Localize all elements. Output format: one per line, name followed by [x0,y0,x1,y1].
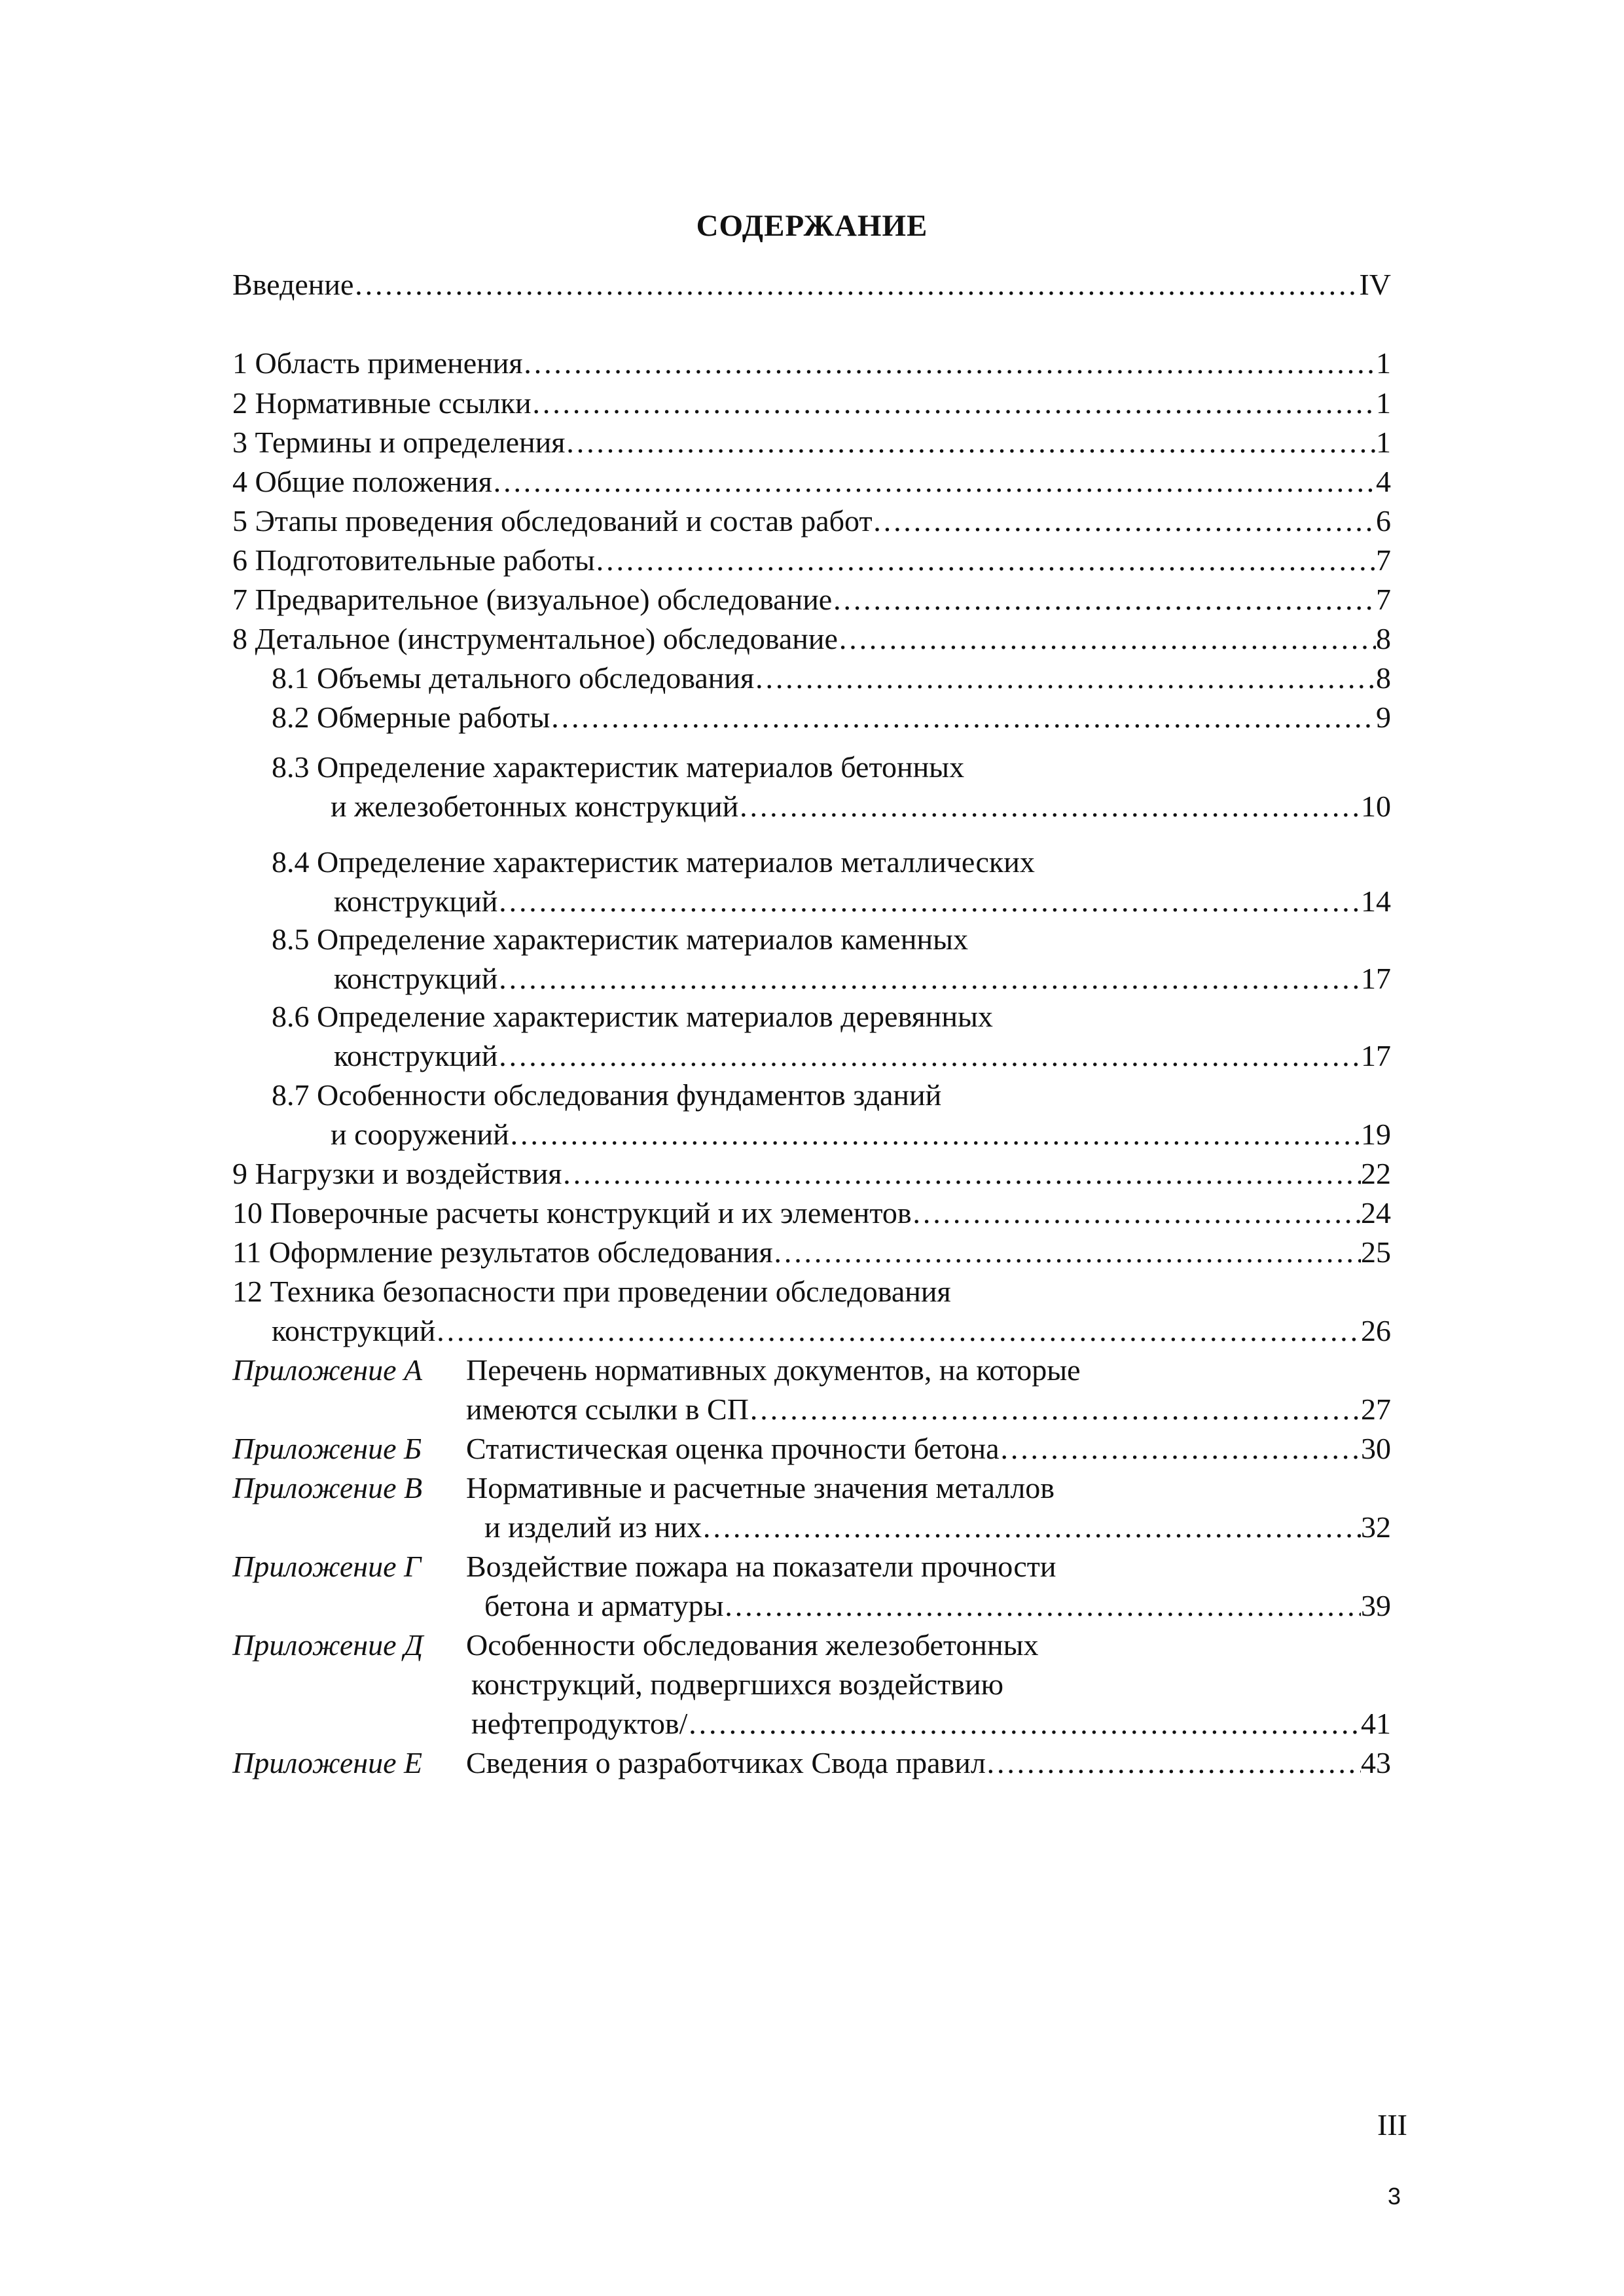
toc-entry-subsection-8-4-line1[interactable]: 8.4 Определение характеристик материалов металлических [272,845,1035,879]
toc-entry-section-3[interactable] [232,423,1391,462]
toc-leader-dots [532,384,1376,423]
appendix-d-line1[interactable]: Особенности обследования железобетонных [466,1628,1039,1662]
toc-entry-label: 10 Поверочные расчеты конструкций и их элементов [232,1196,912,1230]
toc-entry-label: 5 Этапы проведения обследований и состав работ [232,504,873,538]
toc-entry-page: 1 [1376,426,1391,459]
toc-entry-subsection-8-3-line1[interactable]: 8.3 Определение характеристик материалов бетонных [272,750,965,784]
toc-entry-section-2[interactable] [232,384,1391,423]
toc-entry-page: 25 [1361,1235,1391,1269]
toc-entry-label: 8 Детальное (инструментальное) обследование [232,622,838,655]
toc-entry-page: 6 [1376,504,1391,538]
toc-entry-label: конструкций [272,1314,436,1347]
toc-entry-page: 17 [1361,1039,1391,1072]
toc-entry-label: 1 Область применения [232,346,523,380]
toc-entry-label: конструкций [334,962,498,995]
toc-entry-label: конструкций [334,1039,498,1072]
toc-entry-label: и железобетонных конструкций [331,790,739,823]
toc-entry-label: 11 Оформление результатов обследования [232,1235,773,1269]
toc-entry-section-10[interactable] [232,1194,1391,1233]
toc-entry-page: 1 [1376,386,1391,420]
toc-entry-appendix-b[interactable] [466,1429,1391,1468]
toc-entry-label: 2 Нормативные ссылки [232,386,532,420]
toc-entry-page: 26 [1361,1314,1391,1347]
toc-entry-subsection-8-3[interactable] [331,787,1391,826]
toc-entry-page: 14 [1361,884,1391,918]
appendix-b-label: Приложение Б [232,1432,422,1465]
toc-entry-section-6[interactable] [232,541,1391,580]
appendix-g-label: Приложение Г [232,1550,422,1583]
toc-entry-subsection-8-7-line1[interactable]: 8.7 Особенности обследования фундаментов зданий [272,1078,942,1112]
toc-entry-subsection-8-6-line1[interactable]: 8.6 Определение характеристик материалов деревянных [272,1000,993,1033]
toc-entry-section-5[interactable] [232,501,1391,541]
toc-entry-label: и изделий из них [484,1510,702,1544]
toc-entry-page: 43 [1361,1746,1391,1779]
toc-leader-dots [509,1115,1361,1154]
toc-entry-label: имеются ссылки в СП [466,1393,749,1426]
toc-entry-label: 6 Подготовительные работы [232,543,595,577]
toc-entry-page: 9 [1376,701,1391,734]
toc-leader-dots [595,541,1376,580]
toc-entry-label: Статистическая оценка прочности бетона [466,1432,1000,1465]
toc-entry-label: 4 Общие положения [232,465,492,498]
appendix-d-line2[interactable]: конструкций, подвергшихся воздействию [471,1667,1003,1701]
toc-leader-dots [550,698,1376,737]
toc-entry-label: бетона и арматуры [484,1589,724,1622]
toc-leader-dots [724,1586,1361,1626]
toc-leader-dots [1000,1429,1361,1468]
toc-entry-subsection-8-4[interactable] [334,882,1391,921]
toc-entry-page: 19 [1361,1118,1391,1151]
toc-entry-label: конструкций [334,884,498,918]
toc-entry-appendix-g[interactable] [484,1586,1391,1626]
toc-entry-subsection-8-5-line1[interactable]: 8.5 Определение характеристик материалов каменных [272,922,968,956]
toc-entry-section-4[interactable] [232,462,1391,501]
toc-entry-page: 32 [1361,1510,1391,1544]
toc-leader-dots [873,501,1376,541]
toc-leader-dots [523,344,1376,383]
toc-leader-dots [738,787,1361,826]
toc-entry-appendix-e[interactable] [466,1743,1391,1783]
toc-entry-label: Введение [232,268,354,301]
appendix-a-line1[interactable]: Перечень нормативных документов, на которые [466,1353,1081,1387]
toc-entry-section-7[interactable] [232,580,1391,619]
toc-entry-label: 7 Предварительное (визуальное) обследование [232,583,833,616]
toc-leader-dots [832,580,1376,619]
toc-title: СОДЕРЖАНИЕ [696,209,928,243]
toc-entry-page: 7 [1376,583,1391,616]
toc-entry-subsection-8-2[interactable] [272,698,1391,737]
appendix-v-line1[interactable]: Нормативные и расчетные значения металлов [466,1471,1055,1504]
toc-entry-page: IV [1359,268,1391,301]
toc-entry-page: 1 [1376,346,1391,380]
toc-entry-appendix-d[interactable] [471,1704,1391,1743]
toc-entry-appendix-a[interactable] [466,1390,1391,1429]
toc-entry-page: 8 [1376,622,1391,655]
appendix-e-label: Приложение Е [232,1746,423,1779]
appendix-a-label: Приложение А [232,1353,423,1387]
toc-leader-dots [353,265,1359,304]
toc-leader-dots [497,959,1361,998]
toc-entry-appendix-v[interactable] [484,1508,1391,1547]
toc-entry-page: 27 [1361,1393,1391,1426]
toc-leader-dots [754,659,1376,698]
toc-entry-section-12-line1[interactable]: 12 Техника безопасности при проведении обследования [232,1275,951,1308]
toc-leader-dots [565,423,1376,462]
toc-entry-label: 3 Термины и определения [232,426,566,459]
sheet-page-number: 3 [1387,2183,1401,2210]
toc-entry-section-1[interactable] [232,344,1391,383]
toc-leader-dots [912,1194,1361,1233]
toc-leader-dots [492,462,1376,501]
toc-entry-intro[interactable] [232,265,1391,304]
toc-leader-dots [986,1743,1361,1783]
toc-leader-dots [562,1154,1361,1194]
toc-entry-label: 9 Нагрузки и воздействия [232,1157,562,1190]
toc-entry-subsection-8-1[interactable] [272,659,1391,698]
appendix-v-label: Приложение В [232,1471,423,1504]
toc-entry-subsection-8-5[interactable] [334,959,1391,998]
appendix-d-label: Приложение Д [232,1628,424,1662]
toc-leader-dots [749,1390,1361,1429]
toc-entry-label: 8.2 Обмерные работы [272,701,550,734]
toc-entry-page: 30 [1361,1432,1391,1465]
toc-leader-dots [497,1036,1361,1076]
toc-entry-page: 8 [1376,661,1391,695]
toc-leader-dots [838,619,1376,659]
toc-leader-dots [687,1704,1361,1743]
toc-leader-dots [773,1233,1361,1272]
toc-entry-label: нефтепродуктов/ [471,1707,688,1740]
toc-leader-dots [497,882,1361,921]
roman-page-number: III [1377,2108,1407,2141]
toc-entry-subsection-8-6[interactable] [334,1036,1391,1076]
toc-entry-section-8[interactable] [232,619,1391,659]
toc-entry-page: 17 [1361,962,1391,995]
toc-entry-label: и сооружений [331,1118,509,1151]
toc-entry-page: 39 [1361,1589,1391,1622]
toc-leader-dots [435,1311,1361,1351]
toc-entry-subsection-8-7[interactable] [331,1115,1391,1154]
toc-entry-label: 8.1 Объемы детального обследования [272,661,755,695]
toc-entry-section-9[interactable] [232,1154,1391,1194]
toc-entry-section-11[interactable] [232,1233,1391,1272]
toc-entry-page: 7 [1376,543,1391,577]
toc-entry-page: 4 [1376,465,1391,498]
toc-entry-page: 41 [1361,1707,1391,1740]
appendix-g-line1[interactable]: Воздействие пожара на показатели прочности [466,1550,1056,1583]
toc-entry-page: 10 [1361,790,1391,823]
toc-entry-page: 24 [1361,1196,1391,1230]
toc-entry-section-12[interactable] [272,1311,1391,1351]
toc-entry-page: 22 [1361,1157,1391,1190]
toc-leader-dots [702,1508,1361,1547]
toc-entry-label: Сведения о разработчиках Свода правил [466,1746,986,1779]
